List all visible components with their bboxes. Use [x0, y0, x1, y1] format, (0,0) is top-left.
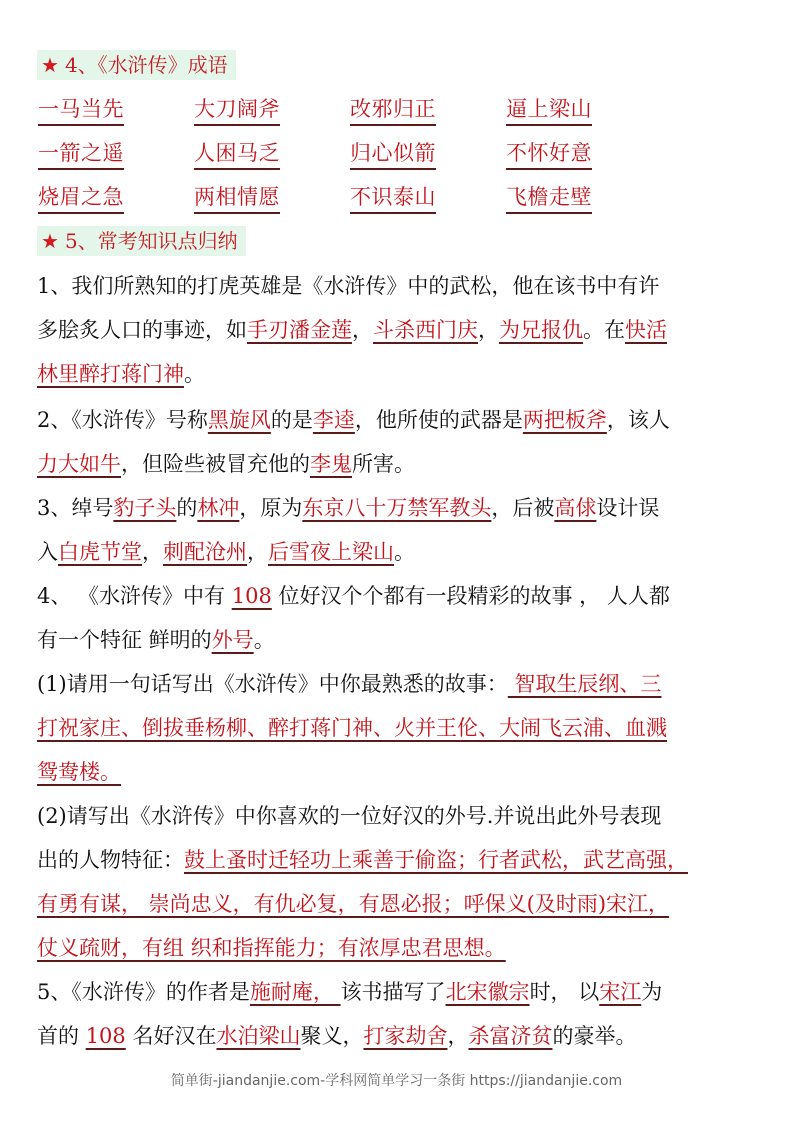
- question-text: 有一个特征 鲜明的: [37, 628, 212, 652]
- question-text: 名好汉在: [125, 1024, 217, 1048]
- question-text: 。: [253, 628, 275, 652]
- question-text: 该书描写了: [340, 980, 446, 1004]
- answer-text: 水泊梁山: [216, 1024, 301, 1048]
- question-text: 为: [641, 980, 663, 1004]
- question-text: (1)请用一句话写出《水浒传》中你最熟悉的故事：: [37, 672, 508, 696]
- answer-text: 施耐庵，: [249, 980, 341, 1004]
- question-text: 5、《水浒传》的作者是: [37, 980, 250, 1004]
- idiom-item: 人困马乏: [194, 139, 280, 170]
- answer-text: 黑旋风: [207, 408, 271, 432]
- question-text: 。: [394, 540, 415, 564]
- question-text: 位好汉个个都有一段精彩的故事 ， 人人都: [271, 584, 670, 608]
- text-line: [37, 442, 759, 486]
- answer-text: 108: [231, 584, 272, 608]
- text-line: [37, 838, 759, 882]
- answer-text: 为兄报仇: [499, 318, 583, 342]
- idiom-item: 改邪归正: [350, 95, 436, 126]
- answer-text: 108: [85, 1024, 126, 1048]
- idiom-item: 逼上梁山: [506, 95, 592, 126]
- idiom-item: 归心似箭: [350, 139, 436, 170]
- answer-text: 东京八十万禁军教头: [302, 496, 492, 520]
- question-text: 。在: [583, 318, 625, 342]
- question-text: 。: [184, 362, 205, 386]
- question-text: 聚义，: [300, 1024, 364, 1048]
- answer-text: 快活: [625, 318, 667, 342]
- answer-text: 白虎节堂: [58, 540, 142, 564]
- question-text: ，: [478, 318, 499, 342]
- answer-text: 仗义疏财，有组 织和指挥能力；有浓厚忠君思想。: [37, 936, 506, 960]
- answer-text: 有勇有谋， 崇尚忠义，有仇必复，有恩必报；呼保义(及时雨)宋江，: [37, 892, 670, 916]
- idiom-item: 烧眉之急: [38, 183, 124, 214]
- answer-text: 智取生辰纲、三: [507, 672, 662, 696]
- question-text: ，: [142, 540, 163, 564]
- question-text: 时， 以: [529, 980, 600, 1004]
- answer-text: 外号: [211, 628, 254, 652]
- answer-text: 北宋徽宗: [445, 980, 530, 1004]
- idiom-item: 一马当先: [38, 95, 124, 126]
- text-line: [37, 398, 759, 442]
- question-text: 1、我们所熟知的打虎英雄是《水浒传》中的武松，他在该书中有许: [37, 274, 660, 298]
- question-text: (2)请写出《水浒传》中你喜欢的一位好汉的外号.并说出此外号表现: [37, 804, 662, 828]
- question-text: 2、《水浒传》号称: [37, 408, 208, 432]
- text-line: [37, 926, 759, 970]
- text-line: [37, 882, 759, 926]
- text-line: [37, 794, 759, 838]
- answer-text: 后雪夜上梁山: [268, 540, 394, 564]
- question-text: 所害。: [352, 452, 415, 476]
- answer-text: 力大如牛: [37, 452, 121, 476]
- text-line: [37, 970, 759, 1014]
- question-text: 3、绰号: [37, 496, 114, 520]
- answer-text: 打祝家庄、倒拔垂杨柳、醉打蒋门神、火并王伦、大闹飞云浦、血溅: [37, 716, 667, 740]
- question-text: ，后被: [491, 496, 555, 520]
- question-text: 的豪举。: [552, 1024, 637, 1048]
- idiom-item: 不怀好意: [506, 139, 592, 170]
- text-line: [37, 530, 759, 574]
- answer-text: 高俅: [554, 496, 597, 520]
- text-line: [37, 618, 759, 662]
- star-icon: ★: [41, 53, 59, 77]
- question-text: ，但险些被冒充他的: [121, 452, 310, 476]
- text-line: [37, 662, 759, 706]
- idiom-item: 两相情愿: [194, 183, 280, 214]
- answer-text: 斗杀西门庆: [373, 318, 478, 342]
- text-line: [37, 264, 759, 308]
- idiom-item: 不识泰山: [350, 183, 436, 214]
- idiom-item: 一箭之遥: [38, 139, 124, 170]
- knowledge-point-1: [37, 264, 759, 396]
- question-text: ，他所使的武器是: [354, 408, 523, 432]
- answer-text: 豹子头: [113, 496, 177, 520]
- answer-text: 杀富济贫: [468, 1024, 553, 1048]
- text-line: [37, 750, 759, 794]
- text-line: [37, 574, 759, 618]
- knowledge-point-4: [37, 574, 759, 662]
- question-text: 入: [37, 540, 58, 564]
- section-4-title: 4、《水浒传》成语: [64, 53, 228, 77]
- question-text: 的: [176, 496, 198, 520]
- answer-text: 两把板斧: [522, 408, 607, 432]
- question-text: 多脍炙人口的事迹，如: [37, 318, 247, 342]
- answer-text: 李逵: [312, 408, 355, 432]
- idiom-item: 大刀阔斧: [194, 95, 280, 126]
- star-icon: ★: [41, 229, 59, 253]
- knowledge-point-2: [37, 398, 759, 486]
- question-text: 4、 《水浒传》中有: [37, 584, 232, 608]
- question-text: ，原为: [239, 496, 303, 520]
- text-line: [37, 706, 759, 750]
- section-4-heading: [37, 50, 236, 80]
- question-text: 出的人物特征：: [37, 848, 184, 872]
- answer-text: 鼓上蚤时迁轻功上乘善于偷盗；行者武松，武艺高强，: [184, 848, 688, 872]
- answer-text: 鸳鸯楼。: [37, 760, 121, 784]
- question-text: ，: [447, 1024, 469, 1048]
- sub-question-1: [37, 662, 759, 794]
- question-text: ，: [352, 318, 373, 342]
- question-text: ，该人: [606, 408, 670, 432]
- footer-watermark: 简单街-jiandanjie.com-学科网简单学习一条街 https://jiandanjie.com: [170, 1073, 623, 1089]
- question-text: 首的: [37, 1024, 86, 1048]
- knowledge-point-3: [37, 486, 759, 574]
- section-5-heading: [37, 226, 246, 256]
- answer-text: 林冲: [197, 496, 240, 520]
- knowledge-point-5: [37, 970, 759, 1058]
- text-line: [37, 486, 759, 530]
- answer-text: 打家劫舍: [363, 1024, 448, 1048]
- text-line: [37, 308, 759, 352]
- question-text: 设计误: [596, 496, 660, 520]
- question-text: ，: [247, 540, 268, 564]
- idiom-item: 飞檐走壁: [506, 183, 592, 214]
- sub-question-2: [37, 794, 759, 970]
- section-5-title: 5、常考知识点归纳: [64, 229, 238, 253]
- text-line: [37, 352, 759, 396]
- text-line: [37, 1014, 759, 1058]
- answer-text: 林里醉打蒋门神: [37, 362, 184, 386]
- question-text: 的是: [270, 408, 313, 432]
- answer-text: 宋江: [599, 980, 642, 1004]
- answer-text: 刺配沧州: [163, 540, 247, 564]
- answer-text: 李鬼: [310, 452, 352, 476]
- answer-text: 手刃潘金莲: [247, 318, 352, 342]
